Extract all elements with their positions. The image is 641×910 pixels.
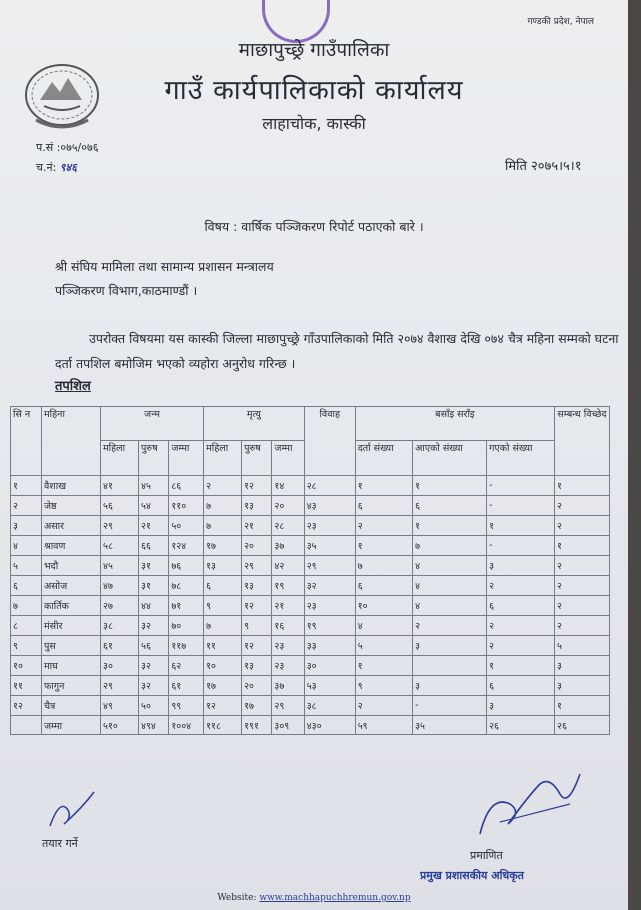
table-cell: १६ xyxy=(272,616,304,636)
table-cell: १३ xyxy=(204,556,242,576)
total-row xyxy=(11,716,610,735)
table-cell: ३ xyxy=(487,556,555,576)
table-cell: २७ xyxy=(101,596,139,616)
table-cell: ६ xyxy=(413,496,487,516)
total-cell: ११८ xyxy=(204,716,242,735)
table-cell: २९ xyxy=(272,696,304,716)
table-cell: ३५ xyxy=(304,536,355,556)
table-cell: ८ xyxy=(11,616,42,636)
table-cell: २ xyxy=(555,556,610,576)
table-cell: ३२ xyxy=(139,616,169,636)
table-cell: ५६ xyxy=(139,636,169,656)
table-cell: ३७ xyxy=(272,676,304,696)
col-divorce: सम्बन्ध विच्छेद xyxy=(555,407,610,476)
table-cell: १ xyxy=(355,656,412,676)
table-cell: १७ xyxy=(204,676,242,696)
table-row xyxy=(11,516,610,536)
table-cell: १ xyxy=(11,476,42,496)
table-cell: - xyxy=(487,476,555,496)
table-cell: ९९ xyxy=(169,696,204,716)
table-cell: ३८ xyxy=(304,696,355,716)
table-cell: २० xyxy=(272,496,304,516)
table-cell: ४५ xyxy=(139,476,169,496)
table-cell: ५४ xyxy=(139,496,169,516)
table-cell: ७१ xyxy=(169,596,204,616)
table-cell: २३ xyxy=(272,636,304,656)
table-cell: ७६ xyxy=(169,556,204,576)
col-sn: सि न xyxy=(11,407,42,476)
table-row xyxy=(11,556,610,576)
col-migration-in: आएको संख्या xyxy=(413,441,487,476)
municipality-name: माछापुच्छ्रे गाउँपालिका xyxy=(238,39,390,61)
table-cell: ७ xyxy=(355,556,412,576)
table-cell: ११७ xyxy=(169,636,204,656)
table-cell: ४ xyxy=(413,576,487,596)
table-cell: ६ xyxy=(487,596,555,616)
table-cell: ८६ xyxy=(169,476,204,496)
table-cell: १ xyxy=(555,476,610,496)
table-cell: १० xyxy=(355,596,412,616)
total-cell: २६ xyxy=(487,716,555,735)
table-cell: ४९ xyxy=(101,696,139,716)
table-cell: ९ xyxy=(11,636,42,656)
table-cell: ५ xyxy=(555,636,610,656)
table-cell: ६ xyxy=(487,676,555,696)
table-cell: ३७ xyxy=(272,536,304,556)
table-cell: २ xyxy=(487,616,555,636)
letter-date: मिति २०७५।५।१ xyxy=(505,159,582,174)
table-cell: १० xyxy=(11,656,42,676)
table-cell: १२ xyxy=(242,596,272,616)
total-cell: ५९ xyxy=(355,716,412,735)
col-marriage: विवाह xyxy=(304,407,355,476)
table-cell: २१ xyxy=(272,596,304,616)
table-cell: ३ xyxy=(11,516,42,536)
table-cell: ६ xyxy=(355,496,412,516)
province-label: गण्डकी प्रदेश, नेपाल xyxy=(527,17,594,27)
table-cell: ३३ xyxy=(304,636,355,656)
table-cell: ४५ xyxy=(101,556,139,576)
total-cell: २६ xyxy=(555,716,610,735)
table-cell: ४१ xyxy=(101,476,139,496)
table-row xyxy=(11,696,610,716)
col-month: महिना xyxy=(42,407,101,476)
table-cell: ७ xyxy=(204,616,242,636)
table-cell: ५३ xyxy=(304,676,355,696)
detail-heading: तपशिल xyxy=(55,379,91,394)
table-cell: ३८ xyxy=(101,616,139,636)
month-cell: जेष्ठ xyxy=(42,496,101,516)
table-cell: ५० xyxy=(169,516,204,536)
table-cell: ३ xyxy=(413,636,487,656)
table-cell: १३ xyxy=(242,656,272,676)
website-link[interactable]: www.machhapuchhremun.gov.np xyxy=(259,893,411,903)
table-cell: २३ xyxy=(272,656,304,676)
month-cell: पुस xyxy=(42,636,101,656)
table-cell: २१ xyxy=(139,516,169,536)
table-cell: २ xyxy=(555,616,610,636)
table-cell: ७ xyxy=(11,596,42,616)
table-cell: १२ xyxy=(11,696,42,716)
table-cell: १७ xyxy=(204,536,242,556)
table-cell xyxy=(413,656,487,676)
table-cell: ५ xyxy=(355,636,412,656)
table-cell: ६६ xyxy=(139,536,169,556)
table-cell: ६ xyxy=(355,576,412,596)
dispatch-value: ९४६ xyxy=(59,161,77,174)
table-cell: १९ xyxy=(272,576,304,596)
table-cell: १४ xyxy=(272,476,304,496)
table-cell: - xyxy=(487,496,555,516)
table-cell: ७८ xyxy=(169,576,204,596)
table-cell: १ xyxy=(555,536,610,556)
table-cell: २३ xyxy=(304,596,355,616)
col-birth-female: महिला xyxy=(101,441,139,476)
total-cell: ५१० xyxy=(101,716,139,735)
table-cell: २८ xyxy=(272,516,304,536)
table-cell: ५० xyxy=(139,696,169,716)
table-cell: २० xyxy=(242,676,272,696)
month-cell: मंसीर xyxy=(42,616,101,636)
table-cell: ४ xyxy=(11,536,42,556)
reference-number: प.सं :०७५/०७६ xyxy=(36,141,99,154)
table-cell: २९ xyxy=(101,676,139,696)
table-cell: २ xyxy=(487,576,555,596)
subject-line: विषय : वार्षिक पञ्जिकरण रिपोर्ट पठाएको बारे । xyxy=(204,219,424,234)
table-cell: २१ xyxy=(242,516,272,536)
table-cell: २ xyxy=(555,596,610,616)
table-cell: ५८ xyxy=(101,536,139,556)
table-cell: १ xyxy=(555,696,610,716)
month-cell: भदौ xyxy=(42,556,101,576)
total-cell: ४९४ xyxy=(139,716,169,735)
table-cell: ३२ xyxy=(139,676,169,696)
month-cell: कार्तिक xyxy=(42,596,101,616)
table-cell: १३ xyxy=(242,576,272,596)
table-cell: २३ xyxy=(304,516,355,536)
table-cell: ७ xyxy=(413,536,487,556)
table-row xyxy=(11,536,610,556)
website-line xyxy=(0,893,628,903)
registration-table xyxy=(10,406,610,735)
table-cell: १ xyxy=(355,476,412,496)
dispatch-label: च.नं: xyxy=(36,161,57,174)
website-label: Website: xyxy=(217,893,257,903)
table-row xyxy=(11,636,610,656)
col-birth-male: पुरुष xyxy=(139,441,169,476)
month-cell: फागुन xyxy=(42,676,101,696)
table-cell: २ xyxy=(555,496,610,516)
total-cell: १९१ xyxy=(242,716,272,735)
table-cell: १३ xyxy=(242,496,272,516)
total-cell: ३०९ xyxy=(272,716,304,735)
office-address: लाहाचोक, कास्की xyxy=(262,114,366,133)
table-cell: ३ xyxy=(555,676,610,696)
table-cell: ६२ xyxy=(169,656,204,676)
table-cell: १ xyxy=(487,656,555,676)
table-cell: ११० xyxy=(169,496,204,516)
table-cell: २९ xyxy=(242,556,272,576)
table-cell: २ xyxy=(204,476,242,496)
table-row xyxy=(11,596,610,616)
table-row xyxy=(11,496,610,516)
table-cell: २० xyxy=(242,536,272,556)
table-cell: ३१ xyxy=(139,556,169,576)
total-cell: १००४ xyxy=(169,716,204,735)
table-cell: ५ xyxy=(11,556,42,576)
table-cell: - xyxy=(413,696,487,716)
table-cell: ४ xyxy=(413,596,487,616)
table-cell: ३२ xyxy=(304,576,355,596)
addressee-line-1: श्री संघिय मामिला तथा सामान्य प्रशासन मन्त्रालय xyxy=(55,259,274,274)
table-cell: ११ xyxy=(204,636,242,656)
col-migration: बसाँइ सराँइ xyxy=(355,407,554,441)
table-cell: १ xyxy=(355,536,412,556)
table-cell: ३ xyxy=(555,656,610,676)
table-row xyxy=(11,476,610,496)
table-cell: २ xyxy=(555,576,610,596)
table-row xyxy=(11,656,610,676)
table-cell: १० xyxy=(204,656,242,676)
col-death: मृत्यु xyxy=(204,407,305,441)
table-cell: ३ xyxy=(413,676,487,696)
table-cell: ७० xyxy=(169,616,204,636)
table-cell: २ xyxy=(355,696,412,716)
table-cell: २ xyxy=(487,636,555,656)
table-cell: ४ xyxy=(355,616,412,636)
table-cell: ६ xyxy=(204,576,242,596)
total-label: जम्मा xyxy=(42,716,101,735)
table-cell: १९ xyxy=(304,616,355,636)
table-cell: ३ xyxy=(487,696,555,716)
table-cell: ४७ xyxy=(101,576,139,596)
letter-body: उपरोक्त विषयमा यस कास्की जिल्ला माछापुच्छ्रे गाँउपालिकाको मिति २०७४ वैशाख देखि ०७४ चैत्र महिना सम्मको घटना दर्ता तपशिल बमोजिम भएको व्यहोरा अनुरोध गरिन्छ । xyxy=(55,331,619,371)
table-row xyxy=(11,676,610,696)
total-cell: ३५ xyxy=(413,716,487,735)
table-cell: ४३ xyxy=(304,496,355,516)
col-birth-total: जम्मा xyxy=(169,441,204,476)
table-cell: ७ xyxy=(204,496,242,516)
table-cell: १ xyxy=(413,516,487,536)
table-cell: १२ xyxy=(242,476,272,496)
col-death-female: महिला xyxy=(204,441,242,476)
table-cell: १ xyxy=(487,516,555,536)
total-cell: ४३० xyxy=(304,716,355,735)
table-cell: ९ xyxy=(204,596,242,616)
table-cell: ३० xyxy=(304,656,355,676)
table-cell: ४२ xyxy=(272,556,304,576)
table-cell: ३० xyxy=(101,656,139,676)
table-cell: ३२ xyxy=(139,656,169,676)
verified-label: प्रमाणित xyxy=(470,849,503,862)
table-cell: ६ xyxy=(11,576,42,596)
table-cell: २ xyxy=(11,496,42,516)
table-row xyxy=(11,576,610,596)
month-cell: माघ xyxy=(42,656,101,676)
table-cell: २९ xyxy=(101,516,139,536)
addressee-line-2: पञ्जिकरण विभाग,काठमाण्डौं । xyxy=(55,283,198,298)
table-row xyxy=(11,616,610,636)
prepared-by-label: तयार गर्ने xyxy=(42,837,78,850)
preparer-signature-icon xyxy=(42,788,102,833)
table-cell: १ xyxy=(413,476,487,496)
table-cell: ६१ xyxy=(169,676,204,696)
month-cell: वैशाख xyxy=(42,476,101,496)
col-migration-registered: दर्ता संख्या xyxy=(355,441,412,476)
col-migration-out: गएको संख्या xyxy=(487,441,555,476)
table-cell: ९ xyxy=(355,676,412,696)
table-cell: १२ xyxy=(242,636,272,656)
table-cell: ११ xyxy=(11,676,42,696)
table-cell: २ xyxy=(355,516,412,536)
table-cell: २ xyxy=(413,616,487,636)
month-cell: चैत्र xyxy=(42,696,101,716)
office-title: गाउँ कार्यपालिकाको कार्यालय xyxy=(164,75,464,106)
table-cell: ६१ xyxy=(101,636,139,656)
table-cell: ३१ xyxy=(139,576,169,596)
table-cell: २ xyxy=(555,516,610,536)
officer-title: प्रमुख प्रशासकीय अधिकृत xyxy=(420,869,524,882)
col-death-male: पुरुष xyxy=(242,441,272,476)
table-cell: २८ xyxy=(304,476,355,496)
table-cell: ७ xyxy=(204,516,242,536)
month-cell: श्रावण xyxy=(42,536,101,556)
table-cell: १२ xyxy=(204,696,242,716)
dispatch-number xyxy=(36,160,77,175)
table-cell: १७ xyxy=(242,696,272,716)
table-cell: ९ xyxy=(242,616,272,636)
table-cell: - xyxy=(487,536,555,556)
month-cell: असोज xyxy=(42,576,101,596)
month-cell: असार xyxy=(42,516,101,536)
table-cell: २९ xyxy=(304,556,355,576)
table-cell: १२४ xyxy=(169,536,204,556)
col-birth: जन्म xyxy=(101,407,204,441)
table-cell: ४४ xyxy=(139,596,169,616)
table-cell: ५६ xyxy=(101,496,139,516)
table-cell: ४ xyxy=(413,556,487,576)
officer-signature-icon xyxy=(460,764,590,849)
col-death-total: जम्मा xyxy=(272,441,304,476)
